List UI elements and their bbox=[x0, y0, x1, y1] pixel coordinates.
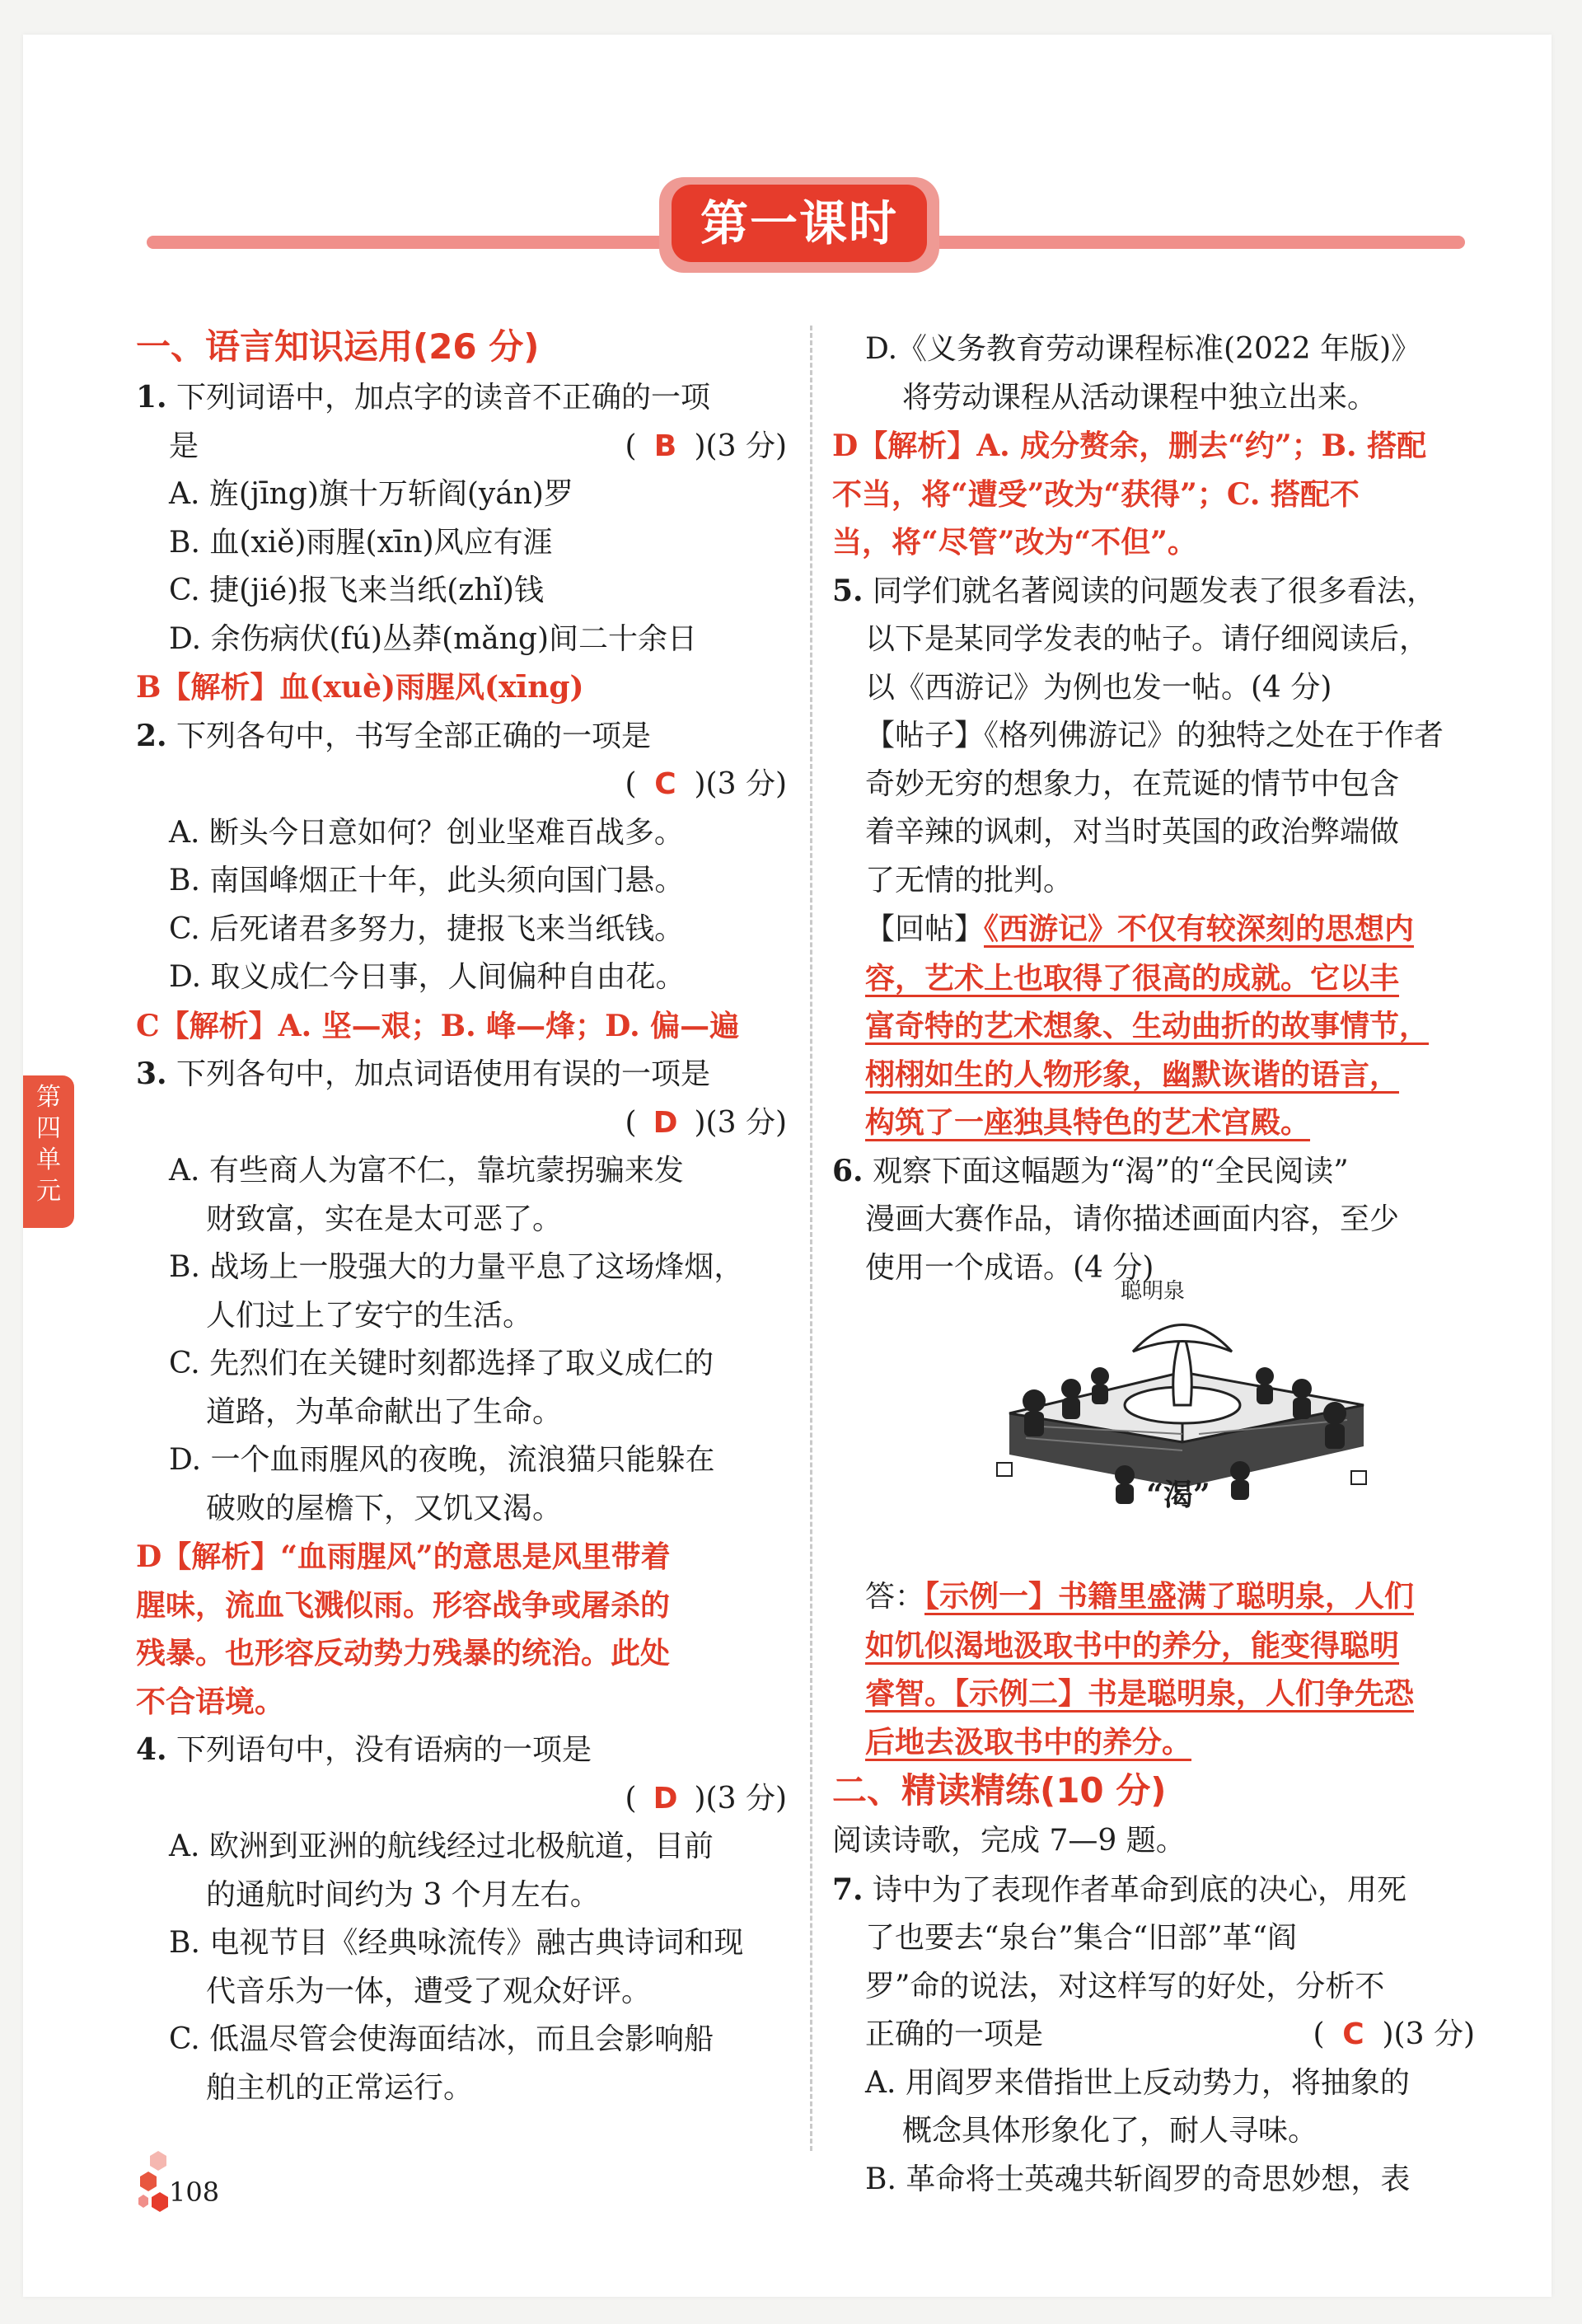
q6-answer-text: 后地去汲取书中的养分。 bbox=[865, 1724, 1192, 1759]
q5-reply-label: 【回帖】 bbox=[865, 912, 985, 946]
q2-paren-open: ( bbox=[625, 767, 637, 801]
q6-number: 6. bbox=[832, 1153, 864, 1188]
q4-stem-text: 下列语句中，没有语病的一项是 bbox=[176, 1733, 592, 1767]
q7-stem bbox=[832, 1866, 1483, 1915]
unit-tab-char: 元 bbox=[36, 1177, 61, 1206]
left-column bbox=[136, 326, 795, 2112]
q3-analysis-line: 不合语境。 bbox=[136, 1684, 285, 1719]
q7-stem-cont: 正确的一项是 bbox=[865, 2017, 1044, 2051]
q6-answer-line bbox=[832, 1670, 1483, 1718]
q1-analysis: B【解析】血(xuè)雨腥风(xīng) bbox=[136, 670, 584, 705]
q4-answer-line bbox=[136, 1775, 795, 1824]
q2-option-d: D. 取义成仁今日事，人间偏种自由花。 bbox=[169, 960, 686, 994]
q3-option-c: C. 先烈们在关键时刻都选择了取义成仁的 bbox=[169, 1347, 714, 1380]
right-column bbox=[832, 326, 1483, 2204]
q1-answer: B bbox=[653, 429, 677, 463]
q5-reply-line bbox=[832, 1002, 1483, 1051]
q3-option-b: B. 战场上一股强大的力量平息了这场烽烟， bbox=[169, 1250, 744, 1284]
q4-option-d: D.《义务教育劳动课程标准(2022 年版)》 bbox=[865, 332, 1421, 366]
q6-answer-label: 答： bbox=[865, 1580, 925, 1614]
q5-stem-text: 同学们就名著阅读的问题发表了很多看法， bbox=[873, 574, 1437, 608]
q3-analysis-line: 腥味，流血飞溅似雨。形容战争或屠杀的 bbox=[136, 1587, 671, 1623]
q3-score: )(3 分) bbox=[694, 1105, 787, 1140]
q4-score: )(3 分) bbox=[694, 1781, 787, 1816]
q5-reply-line bbox=[832, 954, 1483, 1003]
q4-option-b-cont: 代音乐为一体，遭受了观众好评。 bbox=[206, 1974, 652, 2008]
q2-analysis: C【解析】A. 坚—艰；B. 峰—烽；D. 偏—遍 bbox=[136, 1008, 740, 1043]
q5-post-line: 【帖子】《格列佛游记》的独特之处在于作者 bbox=[865, 719, 1444, 752]
q5-reply-text: 栩栩如生的人物形象，幽默诙谐的语言， bbox=[865, 1057, 1400, 1092]
q3-answer-line bbox=[136, 1099, 795, 1148]
section-2-intro: 阅读诗歌，完成 7—9 题。 bbox=[832, 1824, 1186, 1858]
q3-answer: D bbox=[653, 1105, 678, 1140]
q3-option-d-cont: 破败的屋檐下，又饥又渴。 bbox=[206, 1491, 563, 1525]
q6-answer-text: 睿智。【示例二】书是聪明泉，人们争先恐 bbox=[865, 1676, 1415, 1711]
q4-option-c-cont: 舶主机的正常运行。 bbox=[206, 2070, 474, 2105]
q6-answer-line bbox=[832, 1718, 1483, 1767]
q3-option-b-cont: 人们过上了安宁的生活。 bbox=[206, 1298, 533, 1333]
q4-option-a: A. 欧洲到亚洲的航线经过北极航道，目前 bbox=[169, 1830, 714, 1863]
q6-stem-text: 观察下面这幅题为“渴”的“全民阅读” bbox=[873, 1154, 1349, 1188]
q3-option-a: A. 有些商人为富不仁，靠坑蒙拐骗来发 bbox=[169, 1154, 684, 1188]
q5-post-line: 着辛辣的讽刺，对当时英国的政治弊端做 bbox=[865, 815, 1400, 849]
section-1-title: 一、语言知识运用(26 分) bbox=[136, 326, 540, 367]
q2-stem-text: 下列各句中，书写全部正确的一项是 bbox=[176, 719, 652, 753]
q4-analysis-line: 不当，将“遭受”改为“获得”；C. 搭配不 bbox=[832, 476, 1360, 512]
q3-stem-text: 下列各句中，加点词语使用有误的一项是 bbox=[176, 1057, 711, 1091]
q7-answer: C bbox=[1342, 2017, 1364, 2051]
cartoon-label: 聪明泉 bbox=[1121, 1279, 1186, 1304]
q1-option-d: D. 余伤病伏(fú)丛莽(mǎng)间二十余日 bbox=[169, 621, 697, 656]
unit-side-tab bbox=[23, 1075, 74, 1228]
q3-number: 3. bbox=[136, 1057, 167, 1091]
q5-post-line: 了无情的批判。 bbox=[865, 863, 1074, 897]
q5-reply-text: 构筑了一座独具特色的艺术宫殿。 bbox=[865, 1105, 1311, 1140]
q7-option-b: B. 革命将士英魂共斩阎罗的奇思妙想，表 bbox=[865, 2162, 1411, 2196]
q3-option-a-cont: 财致富，实在是太可恶了。 bbox=[206, 1202, 563, 1236]
q1-option-c: C. 捷(jié)报飞来当纸(zhǐ)钱 bbox=[169, 574, 544, 607]
q7-stem-text: 诗中为了表现作者革命到底的决心，用死 bbox=[873, 1872, 1407, 1907]
unit-tab-char: 第 bbox=[36, 1083, 61, 1112]
q1-stem bbox=[136, 373, 795, 423]
q3-stem bbox=[136, 1050, 795, 1099]
q7-stem-cont: 了也要去“泉台”集合“旧部”革“阎 bbox=[865, 1921, 1298, 1955]
q2-stem bbox=[136, 712, 795, 761]
q4-number: 4. bbox=[136, 1732, 167, 1767]
q4-analysis-line: D【解析】A. 成分赘余，删去“约”；B. 搭配 bbox=[832, 429, 1427, 463]
q1-paren-open: ( bbox=[625, 429, 637, 463]
q7-option-a-cont: 概念具体形象化了，耐人寻味。 bbox=[902, 2114, 1318, 2148]
page-title: 第一课时 bbox=[672, 185, 927, 262]
q5-reply-line bbox=[832, 905, 1483, 954]
q1-option-a: A. 旌(jīng)旗十万斩阎(yán)罗 bbox=[169, 477, 573, 511]
column-divider bbox=[810, 326, 812, 2151]
q4-option-b: B. 电视节目《经典咏流传》融古典诗词和现 bbox=[169, 1926, 744, 1960]
page-number: 108 bbox=[169, 2176, 220, 2208]
q3-analysis-line: 残暴。也形容反动势力残暴的统治。此处 bbox=[136, 1636, 671, 1670]
q7-number: 7. bbox=[832, 1872, 864, 1907]
q5-reply-text: 富奇特的艺术想象、生动曲折的故事情节， bbox=[865, 1009, 1430, 1043]
cartoon-caption: “渴” bbox=[1146, 1478, 1210, 1512]
q5-stem-cont: 以《西游记》为例也发一帖。(4 分) bbox=[865, 670, 1332, 705]
q2-option-c: C. 后死诸君多努力，捷报飞来当纸钱。 bbox=[169, 911, 685, 946]
q5-reply-line bbox=[832, 1051, 1483, 1099]
unit-tab-char: 单 bbox=[36, 1146, 61, 1174]
q3-paren-open: ( bbox=[625, 1105, 637, 1140]
q1-stem-cont: 是 bbox=[169, 429, 199, 463]
section-2-title: 二、精读精练(10 分) bbox=[832, 1770, 1167, 1811]
q7-score: )(3 分) bbox=[1382, 2017, 1475, 2051]
q3-option-c-cont: 道路，为革命献出了生命。 bbox=[206, 1394, 563, 1429]
q1-option-b: B. 血(xiě)雨腥(xīn)风应有涯 bbox=[169, 525, 553, 560]
q6-answer-line bbox=[832, 1572, 1483, 1622]
q5-post-line: 奇妙无穷的想象力，在荒诞的情节中包含 bbox=[865, 766, 1400, 801]
q7-answer-line bbox=[832, 2011, 1483, 2059]
q2-option-a: A. 断头今日意如何？创业坚难百战多。 bbox=[169, 815, 684, 850]
q5-stem bbox=[832, 567, 1483, 616]
q5-reply-text: 容，艺术上也取得了很高的成就。它以丰 bbox=[865, 960, 1400, 996]
q6-stem bbox=[832, 1147, 1483, 1197]
q6-stem-cont: 漫画大赛作品，请你描述画面内容，至少 bbox=[865, 1202, 1400, 1236]
q1-answer-line bbox=[136, 423, 795, 471]
q2-score: )(3 分) bbox=[694, 767, 787, 801]
q4-analysis-line: 当，将“尽管”改为“不但”。 bbox=[832, 525, 1197, 560]
q2-answer: C bbox=[654, 767, 676, 801]
q3-option-d: D. 一个血雨腥风的夜晚，流浪猫只能躲在 bbox=[169, 1443, 715, 1477]
q5-reply-line bbox=[832, 1099, 1483, 1147]
q2-answer-line bbox=[136, 761, 795, 809]
q4-stem bbox=[136, 1726, 795, 1775]
q5-reply-text: 《西游记》不仅有较深刻的思想内 bbox=[984, 911, 1415, 946]
q5-stem-cont: 以下是某同学发表的帖子。请仔细阅读后， bbox=[865, 622, 1430, 656]
q2-number: 2. bbox=[136, 718, 167, 753]
q4-paren-open: ( bbox=[625, 1781, 637, 1816]
q3-analysis-line: D【解析】“血雨腥风”的意思是风里带着 bbox=[136, 1539, 671, 1574]
q4-option-c: C. 低温尽管会使海面结冰，而且会影响船 bbox=[169, 2022, 714, 2056]
q1-score: )(3 分) bbox=[694, 429, 787, 463]
q5-number: 5. bbox=[832, 573, 864, 608]
q1-number: 1. bbox=[136, 380, 167, 415]
q6-answer-text: 如饥似渴地汲取书中的养分，能变得聪明 bbox=[865, 1628, 1400, 1663]
q7-paren-open: ( bbox=[1313, 2017, 1325, 2051]
q2-option-b: B. 南国峰烟正十年，此头须向国门悬。 bbox=[169, 864, 685, 897]
q7-stem-cont: 罗”命的说法，对这样写的好处，分析不 bbox=[865, 1969, 1385, 2003]
q4-answer: D bbox=[653, 1781, 678, 1816]
q7-option-a: A. 用阎罗来借指世上反动势力，将抽象的 bbox=[865, 2065, 1410, 2100]
q6-answer-line bbox=[832, 1622, 1483, 1670]
q4-option-a-cont: 的通航时间约为 3 个月左右。 bbox=[206, 1877, 600, 1912]
q6-stem-cont: 使用一个成语。(4 分) bbox=[865, 1250, 1154, 1285]
q6-answer-text: 【示例一】书籍里盛满了聪明泉，人们 bbox=[924, 1579, 1415, 1614]
unit-tab-char: 四 bbox=[36, 1114, 61, 1143]
q1-stem-text: 下列词语中，加点字的读音不正确的一项 bbox=[176, 381, 711, 415]
q4-option-d-cont: 将劳动课程从活动课程中独立出来。 bbox=[902, 380, 1378, 415]
